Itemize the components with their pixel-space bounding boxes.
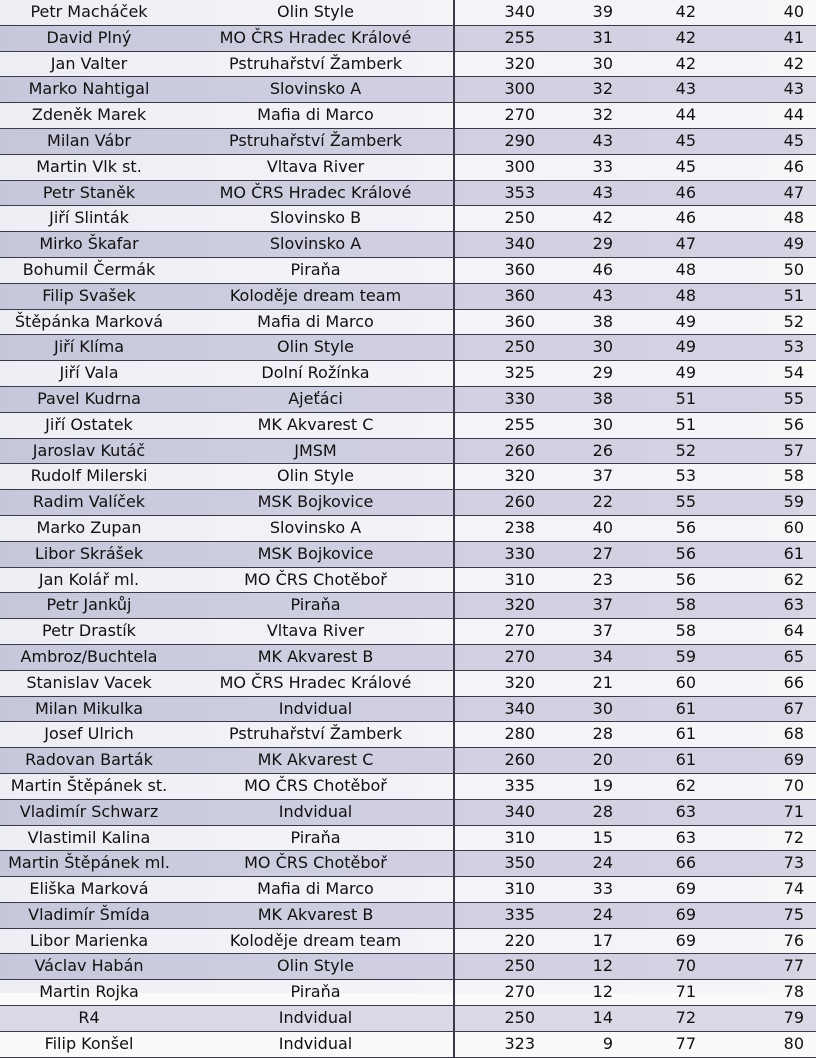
team-name: Piraňa (178, 257, 454, 283)
weight-value: 330 (454, 386, 543, 412)
count-value: 28 (543, 799, 633, 825)
competitor-name: Jiří Klíma (0, 335, 178, 361)
competitor-name: Marko Nahtigal (0, 77, 178, 103)
weight-value: 323 (454, 1031, 543, 1057)
place-value: 43 (721, 77, 816, 103)
rank-value: 69 (633, 902, 721, 928)
place-value: 50 (721, 257, 816, 283)
weight-value: 360 (454, 283, 543, 309)
rank-value: 59 (633, 644, 721, 670)
table-row (0, 748, 816, 774)
weight-value: 320 (454, 51, 543, 77)
team-name: Vltava River (178, 154, 454, 180)
count-value: 38 (543, 386, 633, 412)
weight-value: 335 (454, 773, 543, 799)
team-name: MK Akvarest B (178, 902, 454, 928)
team-name: Piraňa (178, 825, 454, 851)
count-value: 22 (543, 490, 633, 516)
rank-value: 56 (633, 567, 721, 593)
place-value: 72 (721, 825, 816, 851)
count-value: 43 (543, 283, 633, 309)
place-value: 61 (721, 541, 816, 567)
weight-value: 330 (454, 541, 543, 567)
count-value: 39 (543, 0, 633, 25)
place-value: 56 (721, 412, 816, 438)
rank-value: 43 (633, 77, 721, 103)
weight-value: 290 (454, 128, 543, 154)
place-value: 77 (721, 954, 816, 980)
weight-value: 270 (454, 619, 543, 645)
table-row (0, 593, 816, 619)
weight-value: 255 (454, 412, 543, 438)
weight-value: 270 (454, 103, 543, 129)
count-value: 43 (543, 128, 633, 154)
competitor-name: Vladimír Schwarz (0, 799, 178, 825)
place-value: 67 (721, 696, 816, 722)
competitor-name: Petr Staněk (0, 180, 178, 206)
weight-value: 340 (454, 0, 543, 25)
table-row (0, 696, 816, 722)
competitor-name: Milan Mikulka (0, 696, 178, 722)
table-row (0, 25, 816, 51)
table-row (0, 722, 816, 748)
table-row (0, 670, 816, 696)
competitor-name: Eliška Marková (0, 877, 178, 903)
count-value: 33 (543, 154, 633, 180)
team-name: MK Akvarest C (178, 748, 454, 774)
table-row (0, 877, 816, 903)
count-value: 46 (543, 257, 633, 283)
competitor-name: Václav Habán (0, 954, 178, 980)
table-row (0, 799, 816, 825)
count-value: 30 (543, 335, 633, 361)
team-name: Dolní Rožínka (178, 361, 454, 387)
competitor-name: Marko Zupan (0, 515, 178, 541)
table-row (0, 851, 816, 877)
table-row (0, 283, 816, 309)
competitor-name: Pavel Kudrna (0, 386, 178, 412)
rank-value: 55 (633, 490, 721, 516)
place-value: 76 (721, 928, 816, 954)
team-name: MK Akvarest C (178, 412, 454, 438)
rank-value: 58 (633, 593, 721, 619)
rank-value: 62 (633, 773, 721, 799)
place-value: 57 (721, 438, 816, 464)
table-row (0, 51, 816, 77)
rank-value: 66 (633, 851, 721, 877)
place-value: 48 (721, 206, 816, 232)
weight-value: 310 (454, 567, 543, 593)
competitor-name: Vladimír Šmída (0, 902, 178, 928)
team-name: Pstruhařství Žamberk (178, 128, 454, 154)
weight-value: 260 (454, 490, 543, 516)
count-value: 30 (543, 412, 633, 438)
team-name: Ajeťáci (178, 386, 454, 412)
rank-value: 56 (633, 541, 721, 567)
team-name: Piraňa (178, 593, 454, 619)
count-value: 33 (543, 877, 633, 903)
table-row (0, 77, 816, 103)
rank-value: 46 (633, 180, 721, 206)
table-row (0, 490, 816, 516)
place-value: 58 (721, 464, 816, 490)
competitor-name: Jiří Vala (0, 361, 178, 387)
team-name: Piraňa (178, 980, 454, 1006)
rank-value: 44 (633, 103, 721, 129)
table-row (0, 232, 816, 258)
weight-value: 320 (454, 593, 543, 619)
count-value: 24 (543, 851, 633, 877)
count-value: 34 (543, 644, 633, 670)
team-name: Olin Style (178, 335, 454, 361)
place-value: 53 (721, 335, 816, 361)
competitor-name: Vlastimil Kalina (0, 825, 178, 851)
weight-value: 220 (454, 928, 543, 954)
rank-value: 71 (633, 980, 721, 1006)
weight-value: 310 (454, 877, 543, 903)
place-value: 70 (721, 773, 816, 799)
team-name: Indvidual (178, 799, 454, 825)
weight-value: 320 (454, 464, 543, 490)
count-value: 31 (543, 25, 633, 51)
count-value: 24 (543, 902, 633, 928)
table-row (0, 154, 816, 180)
competitor-name: Martin Vlk st. (0, 154, 178, 180)
team-name: MK Akvarest B (178, 644, 454, 670)
table-row (0, 128, 816, 154)
weight-value: 335 (454, 902, 543, 928)
count-value: 29 (543, 232, 633, 258)
competitor-name: Jan Valter (0, 51, 178, 77)
place-value: 41 (721, 25, 816, 51)
team-name: MSK Bojkovice (178, 541, 454, 567)
rank-value: 72 (633, 1006, 721, 1032)
table-row (0, 515, 816, 541)
competitor-name: Bohumil Čermák (0, 257, 178, 283)
table-row (0, 0, 816, 25)
weight-value: 300 (454, 154, 543, 180)
count-value: 32 (543, 77, 633, 103)
rank-value: 51 (633, 386, 721, 412)
table-row (0, 335, 816, 361)
count-value: 32 (543, 103, 633, 129)
place-value: 71 (721, 799, 816, 825)
weight-value: 320 (454, 670, 543, 696)
count-value: 40 (543, 515, 633, 541)
place-value: 74 (721, 877, 816, 903)
rank-value: 51 (633, 412, 721, 438)
team-name: MO ČRS Hradec Králové (178, 180, 454, 206)
weight-value: 260 (454, 438, 543, 464)
competitor-name: Martin Rojka (0, 980, 178, 1006)
competitor-name: Libor Marienka (0, 928, 178, 954)
team-name: MO ČRS Chotěboř (178, 851, 454, 877)
table-row (0, 180, 816, 206)
rank-value: 42 (633, 0, 721, 25)
team-name: Koloděje dream team (178, 928, 454, 954)
competitor-name: Martin Štěpánek ml. (0, 851, 178, 877)
table-row (0, 1031, 816, 1057)
competitor-name: Zdeněk Marek (0, 103, 178, 129)
count-value: 29 (543, 361, 633, 387)
table-row (0, 1006, 816, 1032)
count-value: 12 (543, 980, 633, 1006)
team-name: Slovinsko B (178, 206, 454, 232)
rank-value: 49 (633, 361, 721, 387)
table-row (0, 825, 816, 851)
rank-value: 56 (633, 515, 721, 541)
rank-value: 52 (633, 438, 721, 464)
place-value: 65 (721, 644, 816, 670)
rank-value: 49 (633, 335, 721, 361)
competitor-name: Rudolf Milerski (0, 464, 178, 490)
rank-value: 45 (633, 154, 721, 180)
team-name: Pstruhařství Žamberk (178, 722, 454, 748)
weight-value: 250 (454, 206, 543, 232)
count-value: 28 (543, 722, 633, 748)
weight-value: 270 (454, 980, 543, 1006)
competitor-name: Mirko Škafar (0, 232, 178, 258)
count-value: 37 (543, 593, 633, 619)
team-name: MO ČRS Chotěboř (178, 773, 454, 799)
place-value: 47 (721, 180, 816, 206)
rank-value: 63 (633, 799, 721, 825)
place-value: 79 (721, 1006, 816, 1032)
count-value: 12 (543, 954, 633, 980)
count-value: 23 (543, 567, 633, 593)
count-value: 30 (543, 696, 633, 722)
weight-value: 250 (454, 954, 543, 980)
team-name: Mafia di Marco (178, 309, 454, 335)
competitor-name: Petr Macháček (0, 0, 178, 25)
rank-value: 77 (633, 1031, 721, 1057)
table-row (0, 412, 816, 438)
place-value: 60 (721, 515, 816, 541)
weight-value: 340 (454, 799, 543, 825)
count-value: 17 (543, 928, 633, 954)
place-value: 69 (721, 748, 816, 774)
place-value: 62 (721, 567, 816, 593)
rank-value: 45 (633, 128, 721, 154)
team-name: JMSM (178, 438, 454, 464)
place-value: 54 (721, 361, 816, 387)
place-value: 75 (721, 902, 816, 928)
team-name: Slovinsko A (178, 77, 454, 103)
team-name: Indvidual (178, 1031, 454, 1057)
place-value: 40 (721, 0, 816, 25)
team-name: Indvidual (178, 1006, 454, 1032)
competitor-name: Libor Skrášek (0, 541, 178, 567)
team-name: MSK Bojkovice (178, 490, 454, 516)
count-value: 9 (543, 1031, 633, 1057)
team-name: Olin Style (178, 0, 454, 25)
team-name: Slovinsko A (178, 515, 454, 541)
rank-value: 61 (633, 696, 721, 722)
table-row (0, 464, 816, 490)
table-row (0, 773, 816, 799)
weight-value: 310 (454, 825, 543, 851)
rank-value: 42 (633, 25, 721, 51)
team-name: Mafia di Marco (178, 103, 454, 129)
table-row (0, 928, 816, 954)
rank-value: 61 (633, 722, 721, 748)
competitor-name: Milan Vábr (0, 128, 178, 154)
rank-value: 60 (633, 670, 721, 696)
competitor-name: Jiří Ostatek (0, 412, 178, 438)
place-value: 52 (721, 309, 816, 335)
table-row (0, 309, 816, 335)
weight-value: 260 (454, 748, 543, 774)
weight-value: 270 (454, 644, 543, 670)
team-name: Slovinsko A (178, 232, 454, 258)
count-value: 27 (543, 541, 633, 567)
table-row (0, 567, 816, 593)
place-value: 78 (721, 980, 816, 1006)
place-value: 68 (721, 722, 816, 748)
rank-value: 48 (633, 283, 721, 309)
count-value: 37 (543, 464, 633, 490)
place-value: 73 (721, 851, 816, 877)
competitor-name: Martin Štěpánek st. (0, 773, 178, 799)
competitor-name: Petr Jankůj (0, 593, 178, 619)
count-value: 43 (543, 180, 633, 206)
place-value: 49 (721, 232, 816, 258)
competitor-name: Stanislav Vacek (0, 670, 178, 696)
count-value: 15 (543, 825, 633, 851)
team-name: Olin Style (178, 954, 454, 980)
place-value: 59 (721, 490, 816, 516)
weight-value: 300 (454, 77, 543, 103)
place-value: 42 (721, 51, 816, 77)
place-value: 51 (721, 283, 816, 309)
rank-value: 58 (633, 619, 721, 645)
weight-value: 340 (454, 232, 543, 258)
count-value: 19 (543, 773, 633, 799)
table-row (0, 206, 816, 232)
count-value: 37 (543, 619, 633, 645)
weight-value: 360 (454, 257, 543, 283)
table-row (0, 361, 816, 387)
weight-value: 250 (454, 1006, 543, 1032)
count-value: 21 (543, 670, 633, 696)
count-value: 30 (543, 51, 633, 77)
competitor-name: Ambroz/Buchtela (0, 644, 178, 670)
place-value: 80 (721, 1031, 816, 1057)
place-value: 55 (721, 386, 816, 412)
table-row (0, 619, 816, 645)
competitor-name: Jiří Slinták (0, 206, 178, 232)
weight-value: 350 (454, 851, 543, 877)
rank-value: 49 (633, 309, 721, 335)
team-name: MO ČRS Chotěboř (178, 567, 454, 593)
weight-value: 250 (454, 335, 543, 361)
weight-value: 325 (454, 361, 543, 387)
competitor-name: Filip Svašek (0, 283, 178, 309)
count-value: 20 (543, 748, 633, 774)
competitor-name: Štěpánka Marková (0, 309, 178, 335)
table-row (0, 902, 816, 928)
weight-value: 280 (454, 722, 543, 748)
team-name: Vltava River (178, 619, 454, 645)
table-row (0, 541, 816, 567)
weight-value: 255 (454, 25, 543, 51)
competitor-name: Jaroslav Kutáč (0, 438, 178, 464)
table-row (0, 644, 816, 670)
rank-value: 42 (633, 51, 721, 77)
rank-value: 61 (633, 748, 721, 774)
place-value: 44 (721, 103, 816, 129)
competitor-name: R4 (0, 1006, 178, 1032)
competitor-name: Jan Kolář ml. (0, 567, 178, 593)
rank-value: 53 (633, 464, 721, 490)
weight-value: 340 (454, 696, 543, 722)
rank-value: 69 (633, 877, 721, 903)
rank-value: 69 (633, 928, 721, 954)
weight-value: 238 (454, 515, 543, 541)
table-row (0, 980, 816, 1006)
table-row (0, 438, 816, 464)
competitor-name: Radovan Barták (0, 748, 178, 774)
rank-value: 46 (633, 206, 721, 232)
weight-value: 353 (454, 180, 543, 206)
place-value: 46 (721, 154, 816, 180)
place-value: 45 (721, 128, 816, 154)
competitor-name: David Plný (0, 25, 178, 51)
team-name: Koloděje dream team (178, 283, 454, 309)
place-value: 66 (721, 670, 816, 696)
team-name: Indvidual (178, 696, 454, 722)
weight-value: 360 (454, 309, 543, 335)
competitor-name: Radim Valíček (0, 490, 178, 516)
team-name: Olin Style (178, 464, 454, 490)
rank-value: 47 (633, 232, 721, 258)
place-value: 64 (721, 619, 816, 645)
count-value: 14 (543, 1006, 633, 1032)
table-row (0, 954, 816, 980)
place-value: 63 (721, 593, 816, 619)
team-name: Pstruhařství Žamberk (178, 51, 454, 77)
rank-value: 48 (633, 257, 721, 283)
count-value: 38 (543, 309, 633, 335)
competitor-name: Filip Konšel (0, 1031, 178, 1057)
table-row (0, 257, 816, 283)
table-row (0, 386, 816, 412)
team-name: MO ČRS Hradec Králové (178, 25, 454, 51)
rank-value: 63 (633, 825, 721, 851)
competitor-name: Josef Ulrich (0, 722, 178, 748)
rank-value: 70 (633, 954, 721, 980)
count-value: 26 (543, 438, 633, 464)
count-value: 42 (543, 206, 633, 232)
team-name: Mafia di Marco (178, 877, 454, 903)
table-row (0, 103, 816, 129)
team-name: MO ČRS Hradec Králové (178, 670, 454, 696)
competitor-name: Petr Drastík (0, 619, 178, 645)
